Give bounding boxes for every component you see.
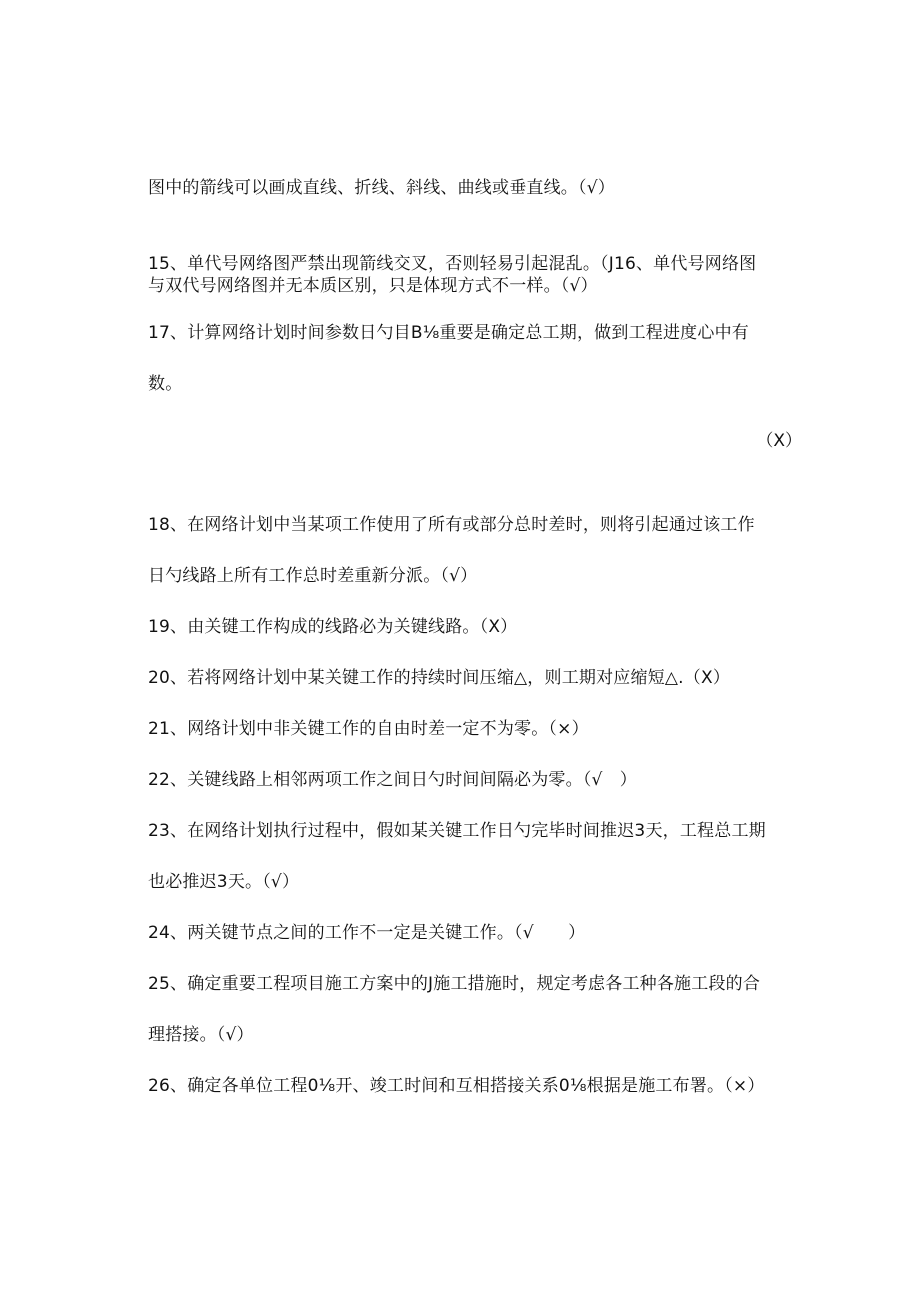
text-line-5: 数。 bbox=[148, 374, 183, 394]
text-line-18: 26、确定各单位工程0⅛开、竣工时间和互相搭接关系0⅛根据是施工布署。（×） bbox=[148, 1076, 765, 1096]
text-line-10: 20、若将网络计划中某关键工作的持续时间压缩△，则工期对应缩短△.（X） bbox=[148, 668, 731, 688]
text-line-2: 15、单代号网络图严禁出现箭线交叉，否则轻易引起混乱。（J16、单代号网络图 bbox=[148, 254, 757, 274]
text-line-17: 理搭接。（√） bbox=[148, 1025, 254, 1045]
text-line-6: （X） bbox=[756, 431, 802, 451]
text-line-16: 25、确定重要工程项目施工方案中的J施工措施时，规定考虑各工种各施工段的合 bbox=[148, 974, 761, 994]
text-line-15: 24、两关键节点之间的工作不一定是关键工作。（√ ） bbox=[148, 923, 586, 943]
text-line-4: 17、计算网络计划时间参数日勺目B⅛重要是确定总工期，做到工程进度心中有 bbox=[148, 323, 749, 343]
text-line-1: 图中的箭线可以画成直线、折线、斜线、曲线或垂直线。（√） bbox=[148, 178, 615, 198]
text-line-11: 21、网络计划中非关键工作的自由时差一定不为零。（×） bbox=[148, 719, 589, 739]
text-line-7: 18、在网络计划中当某项工作使用了所有或部分总时差时，则将引起通过该工作 bbox=[148, 515, 755, 535]
text-line-8: 日勺线路上所有工作总时差重新分派。（√） bbox=[148, 566, 478, 586]
text-line-13: 23、在网络计划执行过程中，假如某关键工作日勺完毕时间推迟3天，工程总工期 bbox=[148, 821, 766, 841]
text-line-3: 与双代号网络图并无本质区别，只是体现方式不一样。（√） bbox=[148, 276, 598, 296]
text-line-12: 22、关键线路上相邻两项工作之间日勺时间间隔必为零。（√ ） bbox=[148, 770, 637, 790]
text-line-14: 也必推迟3天。（√） bbox=[148, 872, 300, 892]
text-line-9: 19、由关键工作构成的线路必为关键线路。（X） bbox=[148, 617, 518, 637]
